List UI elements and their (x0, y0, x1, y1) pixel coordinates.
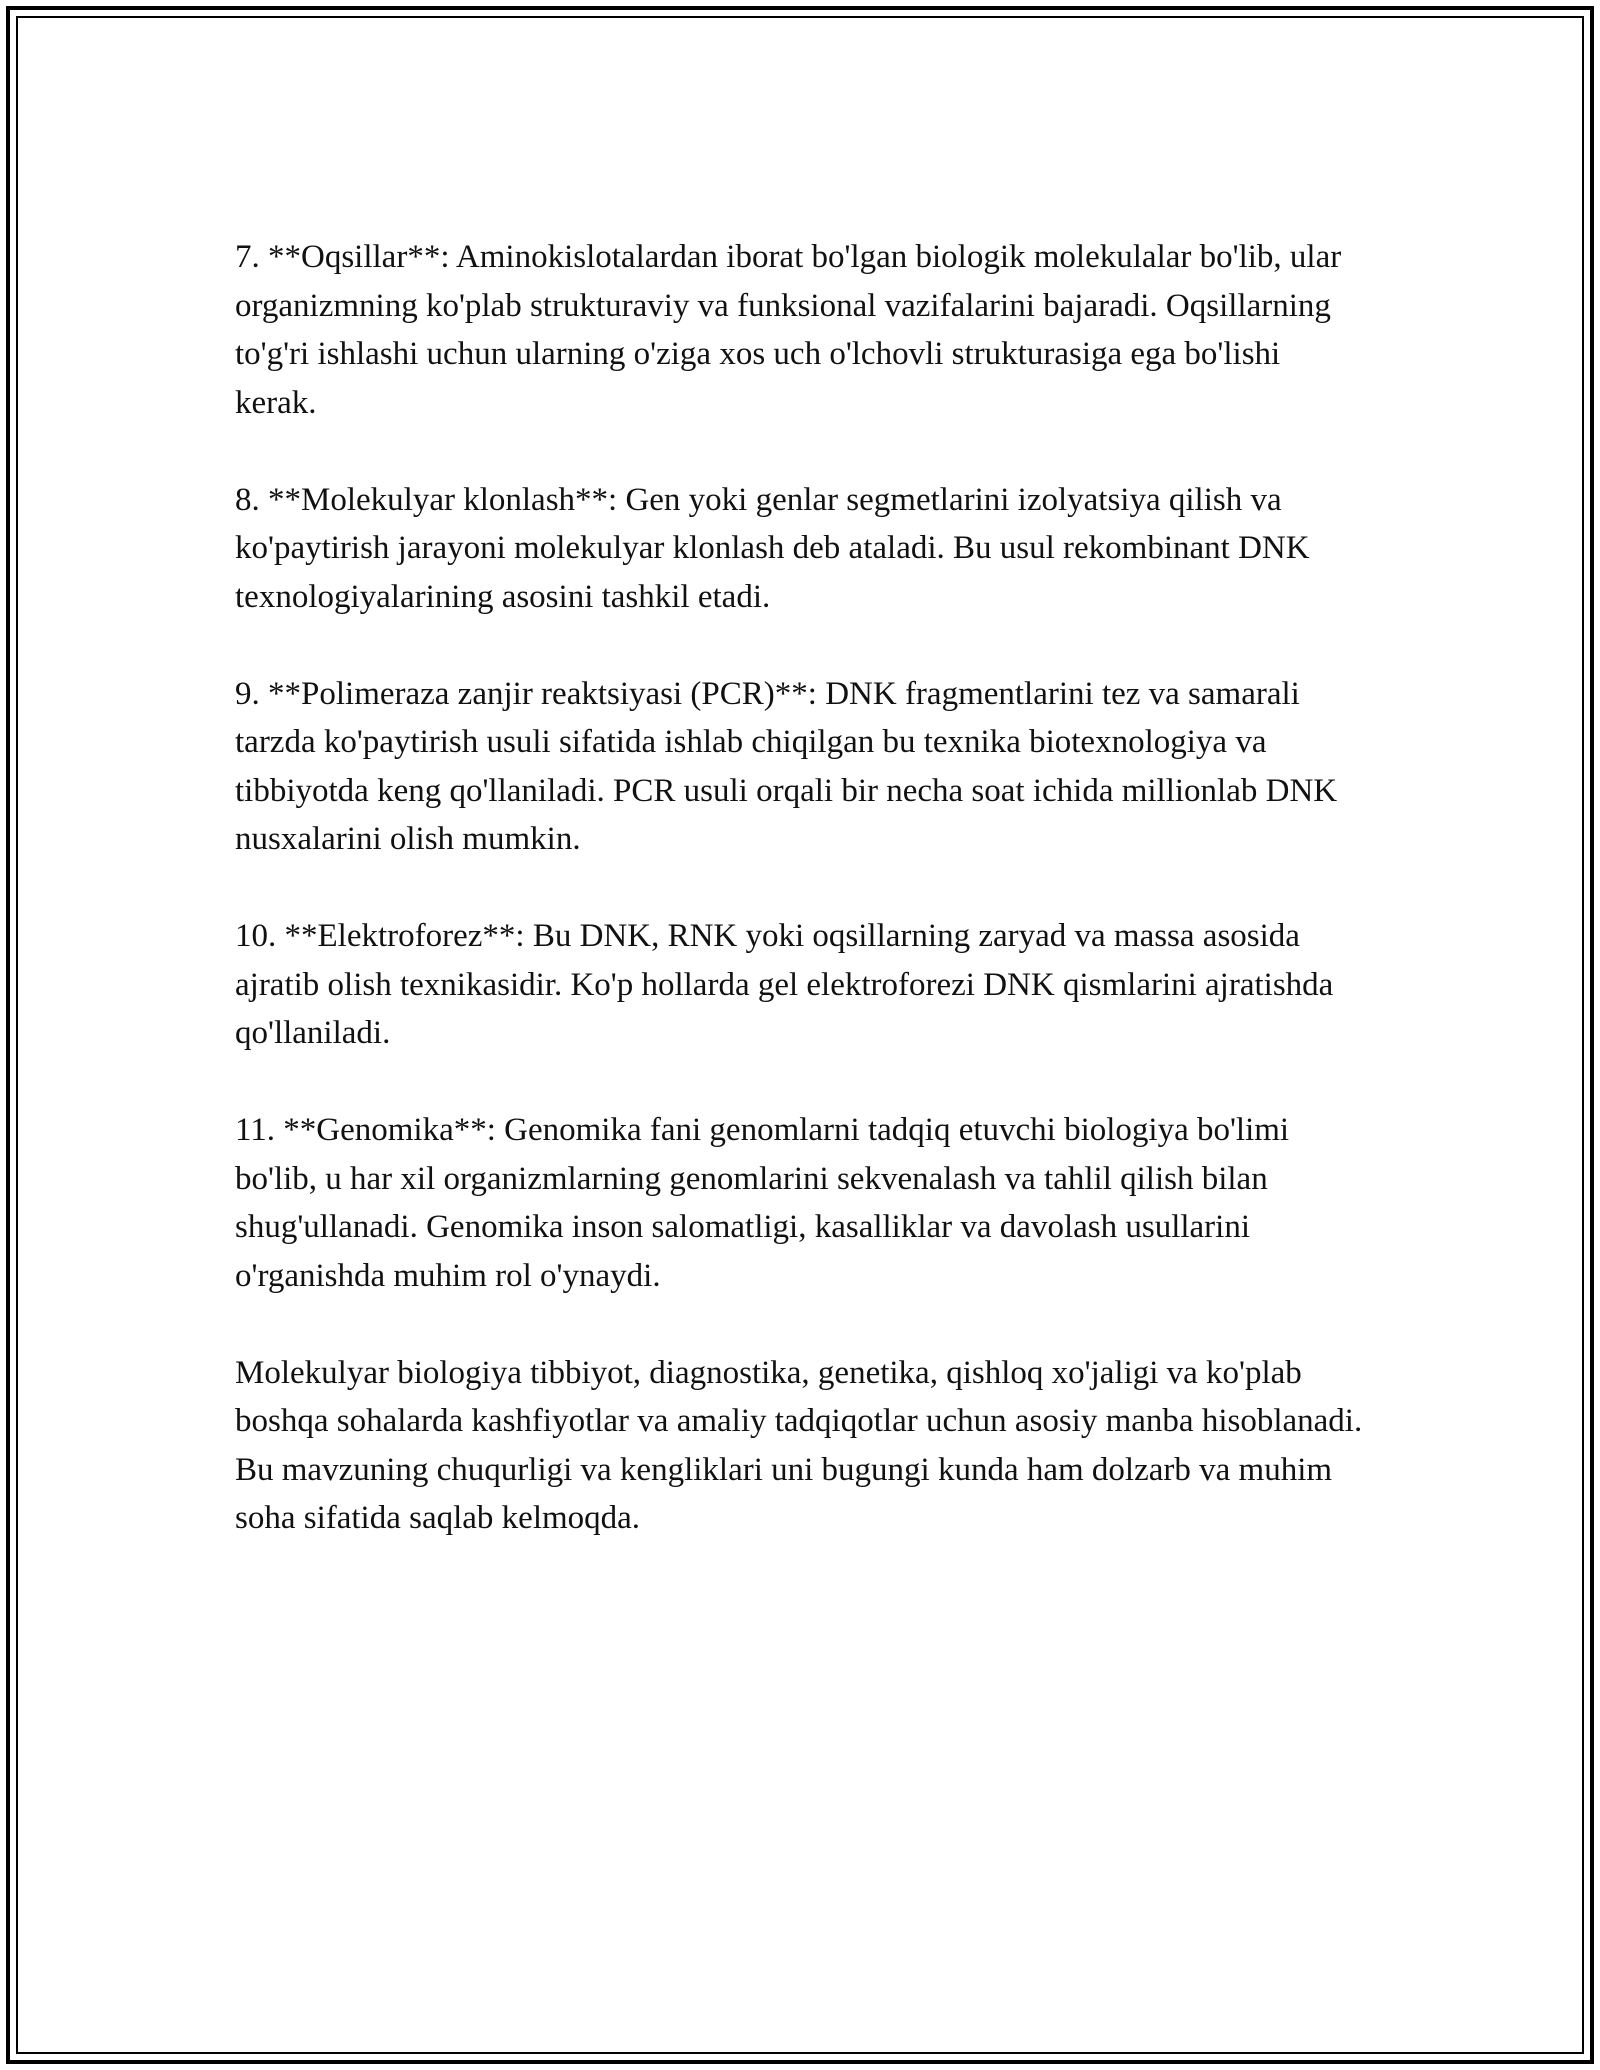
paragraph-oqsillar: 7. **Oqsillar**: Aminokislotalardan iborat bo'lgan biologik molekulalar bo'lib, ular organizmning ko'plab strukturaviy va funksional vazifalarini bajaradi. Oqsillarning to'g'ri ishlashi uchun ularning o'ziga xos uch o'lchovli strukturasiga ega bo'lishi kerak. (235, 239, 1342, 421)
paragraph-elektroforez: 10. **Elektroforez**: Bu DNK, RNK yoki oqsillarning zaryad va massa asosida ajratib olish texnikasidir. Ko'p hollarda gel elektroforezi DNK qismlarini ajratishda qo'llaniladi. (235, 918, 1334, 1051)
paragraph-conclusion: Molekulyar biologiya tibbiyot, diagnostika, genetika, qishloq xo'jaligi va ko'plab boshqa sohalarda kashfiyotlar va amaliy tadqiqotlar uchun asosiy manba hisoblanadi. Bu mavzuning chuqurligi va kengliklari uni bugungi kunda ham dolzarb va muhim soha sifatida saqlab kelmoqda. (235, 1354, 1363, 1536)
paragraph-molekulyar-klonlash: 8. **Molekulyar klonlash**: Gen yoki genlar segmetlarini izolyatsiya qilish va ko'paytirish jarayoni molekulyar klonlash deb ataladi. Bu usul rekombinant DNK texnologiyalarining asosini tashkil etadi. (235, 481, 1310, 615)
paragraph-pcr: 9. **Polimeraza zanjir reaktsiyasi (PCR)**: DNK fragmentlarini tez va samarali tarzda ko'paytirish usuli sifatida ishlab chiqilgan bu texnika biotexnologiya va tibbiyotda keng qo'llaniladi. PCR usuli orqali bir necha soat ichida millionlab DNK nusxalarini olish mumkin. (235, 675, 1338, 857)
document-body (235, 233, 1365, 1591)
paragraph-genomika: 11. **Genomika**: Genomika fani genomlarni tadqiq etuvchi biologiya bo'limi bo'lib, u har xil organizmlarning genomlarini sekvenalash va tahlil qilish bilan shug'ullanadi. Genomika inson salomatligi, kasalliklar va davolash usullarini o'rganishda muhim rol o'ynaydi. (235, 1112, 1290, 1294)
